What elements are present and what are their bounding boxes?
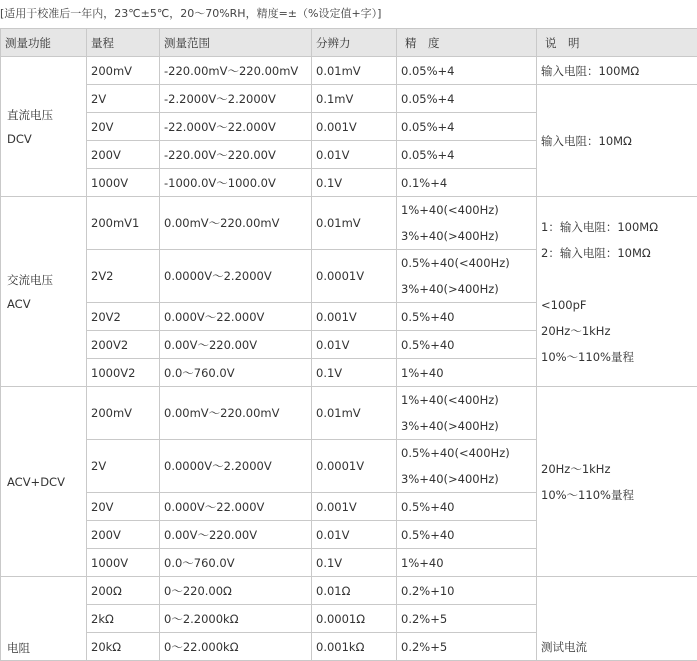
cell-measure: 0～220.00Ω — [160, 577, 312, 605]
table-row — [1, 197, 697, 250]
cell-measure: 0.0～760.0V — [160, 359, 312, 387]
cell-resolution: 0.001kΩ — [312, 633, 397, 661]
cell-range: 200V — [87, 521, 160, 549]
cell-measure: 0.00mV～220.00mV — [160, 387, 312, 440]
cell-resolution: 0.0001V — [312, 250, 397, 303]
desc-dcv-200mv: 输入电阻：100MΩ — [537, 57, 697, 85]
cell-resolution: 0.1V — [312, 169, 397, 197]
cell-accuracy: 0.5%+40(<400Hz) 3%+40(>400Hz) — [397, 440, 537, 493]
cell-resolution: 0.01V — [312, 331, 397, 359]
cell-resolution: 0.001V — [312, 303, 397, 331]
cell-measure: 0.0～760.0V — [160, 549, 312, 577]
cell-measure: -2.2000V～2.2000V — [160, 85, 312, 113]
cell-accuracy: 0.05%+4 — [397, 141, 537, 169]
header-measure-range: 测量范围 — [160, 29, 312, 57]
cell-range: 1000V — [87, 169, 160, 197]
cell-range: 200mV — [87, 387, 160, 440]
cell-resolution: 0.1V — [312, 549, 397, 577]
header-function: 测量功能 — [1, 29, 87, 57]
cell-range: 2kΩ — [87, 605, 160, 633]
cell-measure: 0.00V～220.00V — [160, 521, 312, 549]
cell-range: 2V — [87, 85, 160, 113]
cell-resolution: 0.001V — [312, 493, 397, 521]
cell-measure: -22.000V～22.000V — [160, 113, 312, 141]
cell-measure: 0～22.000kΩ — [160, 633, 312, 661]
cell-measure: -220.00V～220.00V — [160, 141, 312, 169]
header-range: 量程 — [87, 29, 160, 57]
header-row — [1, 29, 697, 57]
cell-accuracy: 0.2%+10 — [397, 577, 537, 605]
function-resistance: 电阻 — [1, 577, 87, 661]
cell-accuracy: 0.5%+40 — [397, 303, 537, 331]
cell-resolution: 0.01mV — [312, 57, 397, 85]
cell-resolution: 0.001V — [312, 113, 397, 141]
cell-accuracy: 0.2%+5 — [397, 633, 537, 661]
cell-measure: 0～2.2000kΩ — [160, 605, 312, 633]
cell-accuracy: 0.5%+40 — [397, 493, 537, 521]
table-row — [1, 387, 697, 440]
cell-accuracy: 1%+40 — [397, 549, 537, 577]
cell-measure: 0.000V～22.000V — [160, 303, 312, 331]
header-description: 说 明 — [537, 29, 697, 57]
cell-resolution: 0.01Ω — [312, 577, 397, 605]
cell-measure: 0.0000V～2.2000V — [160, 250, 312, 303]
cell-accuracy: 0.5%+40(<400Hz) 3%+40(>400Hz) — [397, 250, 537, 303]
cell-accuracy: 1%+40(<400Hz) 3%+40(>400Hz) — [397, 387, 537, 440]
cell-range: 2V2 — [87, 250, 160, 303]
cell-measure: -220.00mV～220.00mV — [160, 57, 312, 85]
cell-resolution: 0.1mV — [312, 85, 397, 113]
header-accuracy: 精 度 — [397, 29, 537, 57]
cell-resolution: 0.0001Ω — [312, 605, 397, 633]
cell-accuracy: 0.2%+5 — [397, 605, 537, 633]
cell-range: 20V — [87, 493, 160, 521]
cell-range: 20V — [87, 113, 160, 141]
table-row — [1, 577, 697, 605]
cell-range: 20V2 — [87, 303, 160, 331]
function-dcv: 直流电压 DCV — [1, 57, 87, 197]
cell-measure: 0.000V～22.000V — [160, 493, 312, 521]
cell-accuracy: 0.1%+4 — [397, 169, 537, 197]
cell-accuracy: 0.05%+4 — [397, 85, 537, 113]
function-acv-dcv: ACV+DCV — [1, 387, 87, 577]
conditions-note: [适用于校准后一年内，23℃±5℃，20～70%RH，精度=±（%设定值+字）] — [0, 4, 381, 24]
desc-acv-dcv: 20Hz～1kHz 10%～110%量程 — [537, 387, 697, 577]
spec-table — [0, 28, 697, 661]
desc-dcv-other: 输入电阻：10MΩ — [537, 85, 697, 197]
cell-accuracy: 0.5%+40 — [397, 331, 537, 359]
cell-measure: 0.00V～220.00V — [160, 331, 312, 359]
cell-resolution: 0.1V — [312, 359, 397, 387]
cell-range: 1000V2 — [87, 359, 160, 387]
table-row — [1, 85, 697, 113]
cell-measure: 0.00mV～220.00mV — [160, 197, 312, 250]
cell-accuracy: 0.5%+40 — [397, 521, 537, 549]
cell-measure: -1000.0V～1000.0V — [160, 169, 312, 197]
cell-resolution: 0.01V — [312, 141, 397, 169]
header-resolution: 分辨力 — [312, 29, 397, 57]
cell-range: 20kΩ — [87, 633, 160, 661]
cell-resolution: 0.0001V — [312, 440, 397, 493]
desc-acv: 1：输入电阻：100MΩ 2：输入电阻：10MΩ <100pF 20Hz～1kHz 10%～110%量程 — [537, 197, 697, 387]
cell-accuracy: 1%+40 — [397, 359, 537, 387]
cell-accuracy: 1%+40(<400Hz) 3%+40(>400Hz) — [397, 197, 537, 250]
cell-range: 200V2 — [87, 331, 160, 359]
cell-resolution: 0.01mV — [312, 387, 397, 440]
cell-measure: 0.0000V～2.2000V — [160, 440, 312, 493]
cell-range: 200V — [87, 141, 160, 169]
desc-resistance: 测试电流 — [537, 577, 697, 661]
cell-range: 200mV1 — [87, 197, 160, 250]
cell-range: 2V — [87, 440, 160, 493]
cell-resolution: 0.01V — [312, 521, 397, 549]
function-acv: 交流电压 ACV — [1, 197, 87, 387]
cell-range: 200mV — [87, 57, 160, 85]
cell-accuracy: 0.05%+4 — [397, 57, 537, 85]
table-row — [1, 57, 697, 85]
cell-range: 200Ω — [87, 577, 160, 605]
cell-resolution: 0.01mV — [312, 197, 397, 250]
cell-accuracy: 0.05%+4 — [397, 113, 537, 141]
cell-range: 1000V — [87, 549, 160, 577]
